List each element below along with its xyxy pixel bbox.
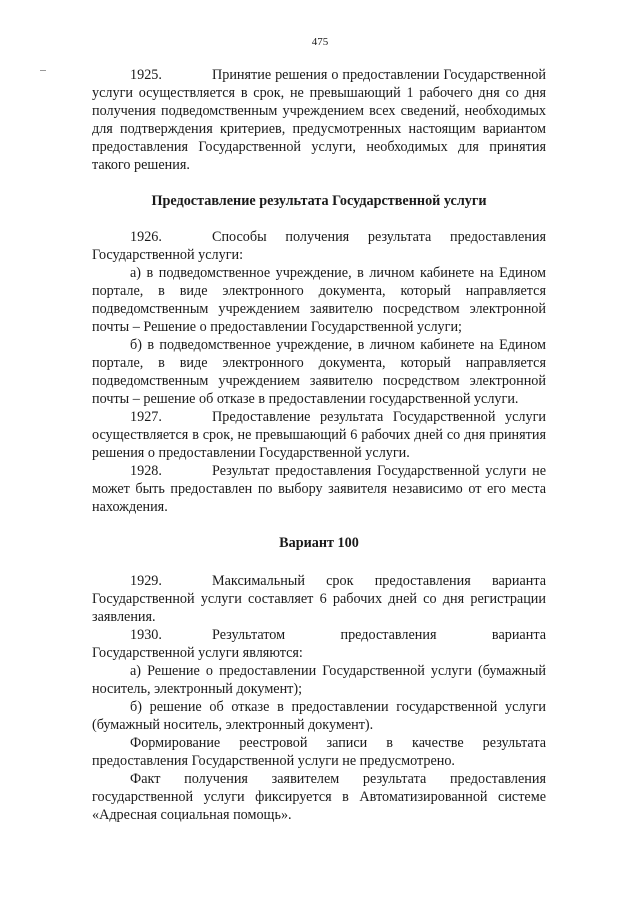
paragraph-1930-a: а) Решение о предоставлении Государственной услуги (бумажный носитель, электронный документ); [92, 663, 546, 697]
clause-text: Принятие решения о предоставлении Государственной услуги осуществляется в срок, не превышающий 1 рабочего дня со дня получения подведомственным учреждением всех сведений, необходимых для подтверждения критериев, предусмотренных настоящим вариантом предоставления Государственной услуги, необходимых для принятия такого решения. [92, 67, 546, 173]
document-body [92, 66, 546, 824]
clause-number: 1926. [130, 229, 162, 245]
section-heading-result: Предоставление результата Государственной услуги [151, 193, 487, 209]
clause-text: Результат предоставления Государственной услуги не может быть предоставлен по выбору заявителя независимо от его места нахождения. [92, 463, 546, 515]
paragraph-1928 [92, 462, 546, 516]
clause-text: Способы получения результата предоставления Государственной услуги: [92, 229, 546, 263]
clause-number: 1930. [130, 627, 162, 643]
clause-text: Предоставление результата Государственной услуги осуществляется в срок, не превышающий 6 рабочих дней со дня принятия решения о предоставлении Государственной услуги. [92, 409, 546, 461]
paragraph-1926-a: а) в подведомственное учреждение, в личном кабинете на Едином портале, в виде электронного документа, который направляется подведомственным учреждением заявителю посредством электронной почты – Решение о предоставлении Государственной услуги; [92, 265, 546, 335]
paragraph-1929 [92, 572, 546, 626]
clause-number: 1925. [130, 67, 162, 83]
margin-mark [40, 70, 46, 71]
page-number: 475 [311, 36, 329, 48]
paragraph-1930 [92, 626, 546, 662]
clause-number: 1927. [130, 409, 162, 425]
clause-number: 1929. [130, 573, 162, 589]
paragraph-fact: Факт получения заявителем результата предоставления государственной услуги фиксируется в Автоматизированной системе «Адресная социальная помощь». [92, 771, 546, 823]
clause-text: Результатом предоставления варианта Государственной услуги являются: [92, 627, 546, 661]
paragraph-1930-b: б) решение об отказе в предоставлении государственной услуги (бумажный носитель, электронный документ). [92, 699, 546, 733]
clause-number: 1928. [130, 463, 162, 479]
paragraph-1926 [92, 228, 546, 264]
paragraph-1925 [92, 66, 546, 174]
clause-text: Максимальный срок предоставления варианта Государственной услуги составляет 6 рабочих дней со дня регистрации заявления. [92, 573, 546, 625]
paragraph-1926-b: б) в подведомственное учреждение, в личном кабинете на Едином портале, в виде электронного документа, который направляется подведомственным учреждением заявителю посредством электронной почты – решение об отказе в предоставлении государственной услуги. [92, 337, 546, 407]
paragraph-registry: Формирование реестровой записи в качестве результата предоставления Государственной услуги не предусмотрено. [92, 735, 546, 769]
paragraph-1927 [92, 408, 546, 462]
section-heading-variant: Вариант 100 [279, 535, 359, 551]
